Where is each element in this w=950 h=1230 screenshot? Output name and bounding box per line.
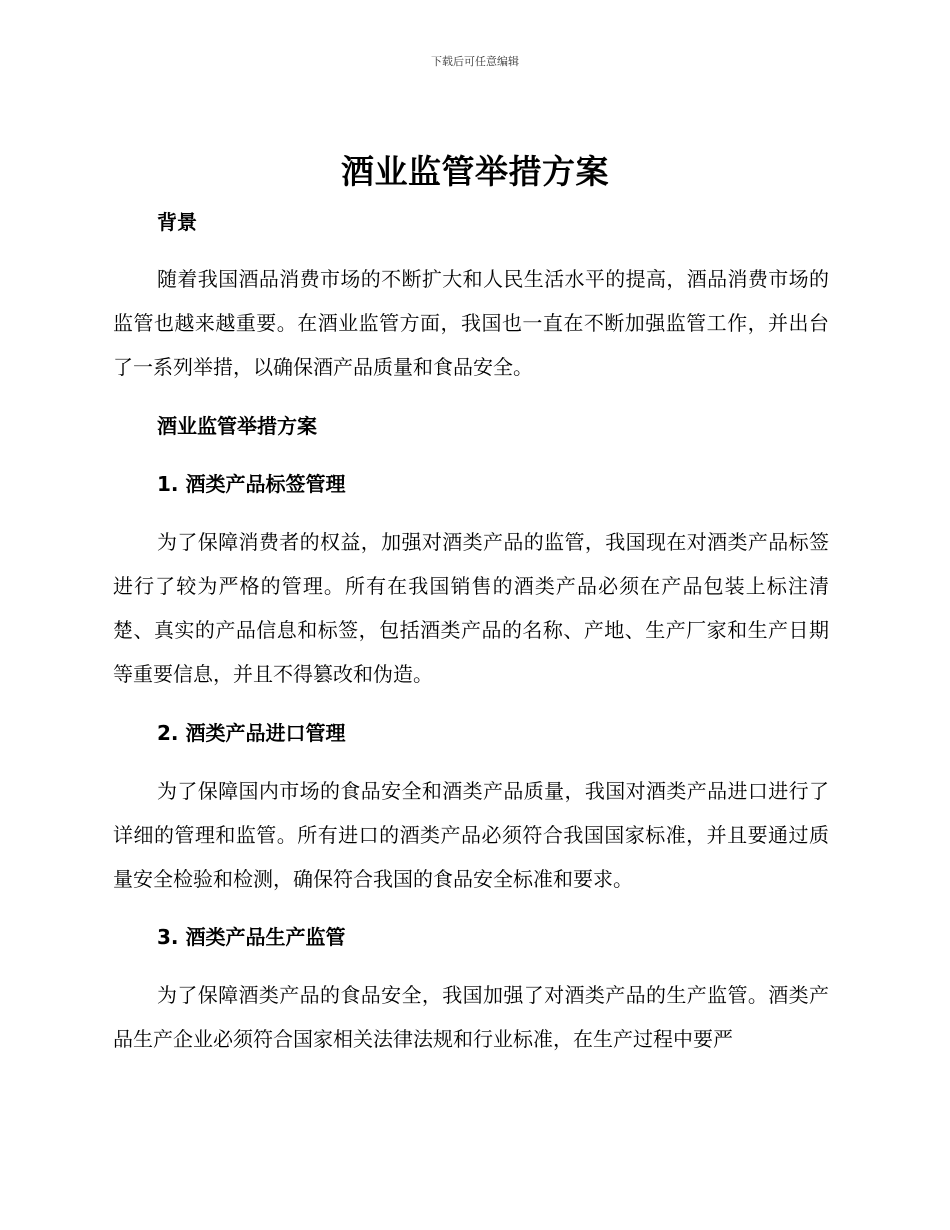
section-heading-background: 背景 [157, 210, 197, 234]
page-header-note: 下载后可任意编辑 [431, 55, 519, 68]
document-title: 酒业监管举措方案 [341, 152, 609, 191]
paragraph-production-supervision: 为了保障酒类产品的食品安全，我国加强了对酒类产品的生产监管。酒类产品生产企业必须符合国家相关法律法规和行业标准，在生产过程中要严 [113, 983, 829, 1051]
paragraph-label-management: 为了保障消费者的权益，加强对酒类产品的监管，我国现在对酒类产品标签进行了较为严格的管理。所有在我国销售的酒类产品必须在产品包装上标注清楚、真实的产品信息和标签，包括酒类产品的名称、产地、生产厂家和生产日期等重要信息，并且不得篡改和伪造。 [113, 530, 829, 686]
paragraph-background: 随着我国酒品消费市场的不断扩大和人民生活水平的提高，酒品消费市场的监管也越来越重要。在酒业监管方面，我国也一直在不断加强监管工作，并出台了一系列举措，以确保酒产品质量和食品安全。 [113, 267, 829, 379]
section-heading-plan: 酒业监管举措方案 [157, 414, 317, 438]
section-heading-import-management: 2. 酒类产品进口管理 [157, 721, 346, 745]
paragraph-import-management: 为了保障国内市场的食品安全和酒类产品质量，我国对酒类产品进口进行了详细的管理和监管。所有进口的酒类产品必须符合我国国家标准，并且要通过质量安全检验和检测，确保符合我国的食品安全标准和要求。 [113, 779, 829, 891]
section-heading-production-supervision: 3. 酒类产品生产监管 [157, 925, 346, 949]
section-heading-label-management: 1. 酒类产品标签管理 [157, 472, 346, 496]
